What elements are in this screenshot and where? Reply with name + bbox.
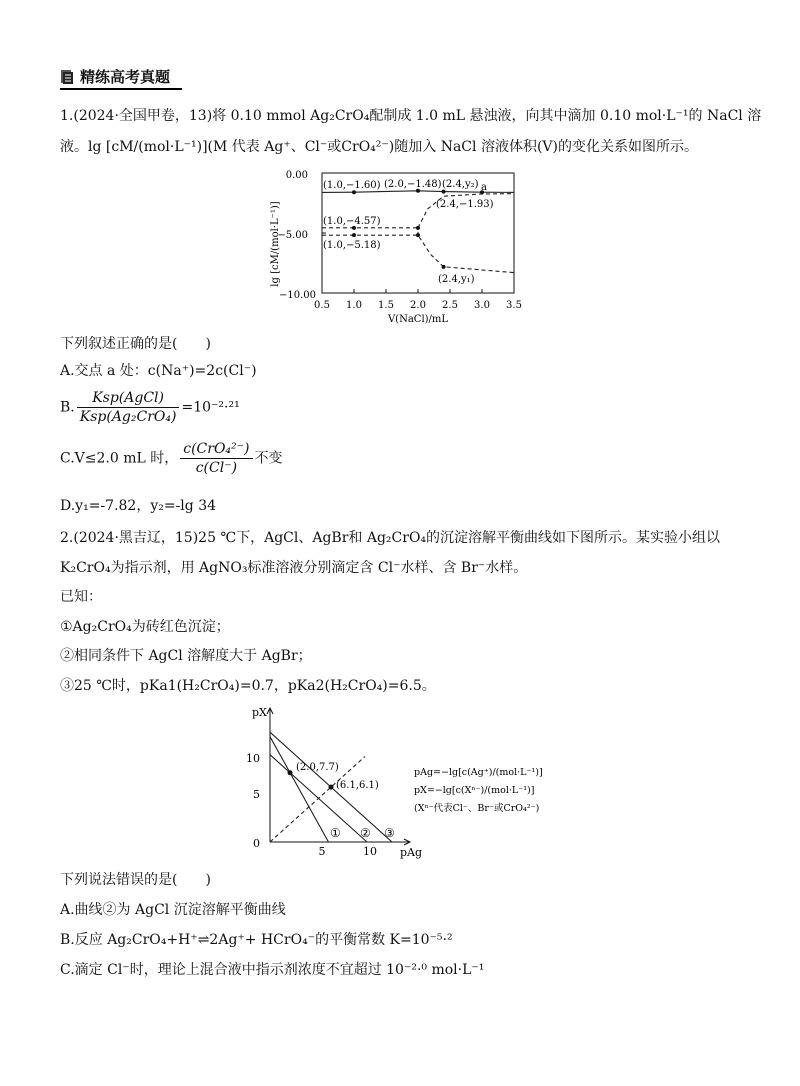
chart1-label-p6: (1.0,−5.18) bbox=[323, 240, 381, 251]
q1-option-b-num: Ksp(AgCl) bbox=[77, 389, 180, 408]
chart1-point-5 bbox=[352, 233, 356, 237]
chart1-xtick-6: 3.5 bbox=[506, 300, 522, 311]
chart2-curve2-label: ② bbox=[360, 826, 371, 840]
q1-option-b bbox=[60, 389, 240, 426]
q2-prompt: 下列说法错误的是( ) bbox=[60, 872, 211, 888]
q2-option-c: C.滴定 Cl⁻时，理论上混合液中指示剂浓度不宜超过 10⁻²·⁰ mol·L⁻¹ bbox=[60, 962, 485, 978]
chart1-label-p5: (1.0,−4.57) bbox=[323, 216, 381, 227]
chart1-label-a: a bbox=[481, 182, 487, 193]
chart2-xtick-10: 10 bbox=[363, 845, 377, 858]
q1-option-a: A.交点 a 处：c(Na⁺)=2c(Cl⁻) bbox=[60, 363, 257, 379]
q1-option-c-fraction bbox=[180, 440, 252, 477]
chart1-label-p4: (2.4,−1.93) bbox=[436, 199, 494, 210]
chart1-xtick-1: 1.0 bbox=[346, 300, 362, 311]
chart1-xtick-0: 0.5 bbox=[314, 300, 330, 311]
chart1-ytick-0: 0.00 bbox=[285, 170, 308, 181]
chart2-xlabel: pAg bbox=[400, 846, 423, 859]
q1-option-c-den: c(Cl⁻) bbox=[195, 460, 238, 476]
q1-prompt: 下列叙述正确的是( ) bbox=[60, 336, 211, 352]
chart1-ytick-1: −5.00 bbox=[277, 230, 308, 241]
chart2-series-0 bbox=[270, 737, 329, 842]
chart2 bbox=[244, 700, 574, 862]
chart2-curve1-label: ① bbox=[330, 826, 341, 840]
chart2-axes bbox=[267, 708, 410, 845]
section-title: 精练高考真题 bbox=[80, 68, 171, 86]
chart2-legend-2: pX=−lg[c(Xⁿ⁻)/(mol·L⁻¹)] bbox=[414, 785, 535, 796]
chart1 bbox=[268, 162, 538, 332]
chart1-ytick-2: −10.00 bbox=[278, 290, 316, 301]
q2-known-1: ①Ag₂CrO₄为砖红色沉淀； bbox=[60, 619, 230, 635]
chart1-point-2 bbox=[442, 190, 446, 194]
chart2-point2-label: (6.1,6.1) bbox=[336, 780, 379, 791]
chart2-point-0 bbox=[288, 770, 293, 775]
chart2-ytick-10: 10 bbox=[246, 752, 260, 765]
chart1-xtick-2: 1.5 bbox=[378, 300, 394, 311]
chart2-ylabel: pX bbox=[252, 706, 267, 719]
q1-option-b-den: Ksp(Ag₂CrO₄) bbox=[79, 409, 177, 425]
q2-option-a: A.曲线②为 AgCl 沉淀溶解平衡曲线 bbox=[60, 902, 286, 918]
q1-option-d: D.y₁=-7.82，y₂=-lg 34 bbox=[60, 498, 217, 514]
chart1-point-7 bbox=[416, 233, 420, 237]
q1-option-c-num: c(CrO₄²⁻) bbox=[180, 440, 252, 459]
q1-option-c-prefix: C.V≤2.0 mL 时， bbox=[60, 450, 179, 467]
chart2-xtick-5: 5 bbox=[318, 845, 326, 858]
chart1-point-6 bbox=[416, 226, 420, 230]
chart1-xtick-5: 3.0 bbox=[474, 300, 490, 311]
q2-known-2: ②相同条件下 AgCl 溶解度大于 AgBr； bbox=[60, 648, 312, 664]
chart2-point-1 bbox=[329, 785, 334, 790]
q2-line2: K₂CrO₄为指示剂，用 AgNO₃标准溶液分别滴定含 Cl⁻水样、含 Br⁻水样。 bbox=[60, 560, 528, 576]
chart1-point-8 bbox=[442, 265, 446, 269]
chart2-point1-label: (2.0,7.7) bbox=[296, 762, 339, 773]
chart2-ytick-5: 5 bbox=[253, 788, 260, 801]
q1-option-c bbox=[60, 440, 283, 477]
q1-option-b-fraction bbox=[77, 389, 180, 426]
q1-option-b-suffix: =10⁻²·²¹ bbox=[181, 399, 240, 416]
q1-option-b-prefix: B. bbox=[60, 399, 75, 416]
q1-option-c-suffix: 不变 bbox=[254, 450, 283, 467]
q2-known: 已知： bbox=[60, 589, 102, 605]
chart2-curve3-label: ③ bbox=[384, 826, 395, 840]
chart1-xtick-4: 2.5 bbox=[442, 300, 458, 311]
q1-line1: 1.(2024·全国甲卷，13)将 0.10 mmol Ag₂CrO₄配制成 1.0 mL 悬浊液，向其中滴加 0.10 mol·L⁻¹的 NaCl 溶 bbox=[60, 108, 762, 124]
q2-line1: 2.(2024·黑吉辽，15)25 ℃下，AgCl、AgBr和 Ag₂CrO₄的沉淀溶解平衡曲线如下图所示。某实验小组以 bbox=[60, 530, 721, 546]
chart1-label-p7: (2.4,y₁) bbox=[438, 274, 475, 285]
chart2-legend-1: pAg=−lg[c(Ag⁺)/(mol·L⁻¹)] bbox=[414, 767, 543, 778]
document-icon bbox=[60, 69, 74, 85]
chart2-ytick-0: 0 bbox=[253, 837, 260, 850]
chart1-xlabel: V(NaCl)/mL bbox=[387, 314, 449, 325]
chart1-ylabel: lg [cM/(mol·L⁻¹)] bbox=[270, 201, 281, 287]
chart2-legend-3: (Xⁿ⁻代表Cl⁻、Br⁻或CrO₄²⁻) bbox=[414, 803, 540, 814]
q1-line2: 液。lg [cM/(mol·L⁻¹)](M 代表 Ag⁺、Cl⁻或CrO₄²⁻)随加入 NaCl 溶液体积(V)的变化关系如图所示。 bbox=[60, 139, 698, 155]
q2-option-b: B.反应 Ag₂CrO₄+H⁺⇌2Ag⁺+ HCrO₄⁻的平衡常数 K=10⁻⁵·² bbox=[60, 932, 453, 948]
chart1-label-p3: (2.4,y₂) bbox=[442, 179, 479, 190]
section-header bbox=[60, 66, 170, 87]
q2-known-3: ③25 ℃时，pKa1(H₂CrO₄)=0.7，pKa2(H₂CrO₄)=6.5。 bbox=[60, 678, 436, 694]
chart1-label-p2: (2.0,−1.48) bbox=[384, 179, 442, 190]
chart1-label-p1: (1.0,−1.60) bbox=[323, 180, 381, 191]
section-rule bbox=[60, 88, 182, 90]
chart1-xtick-3: 2.0 bbox=[410, 300, 426, 311]
